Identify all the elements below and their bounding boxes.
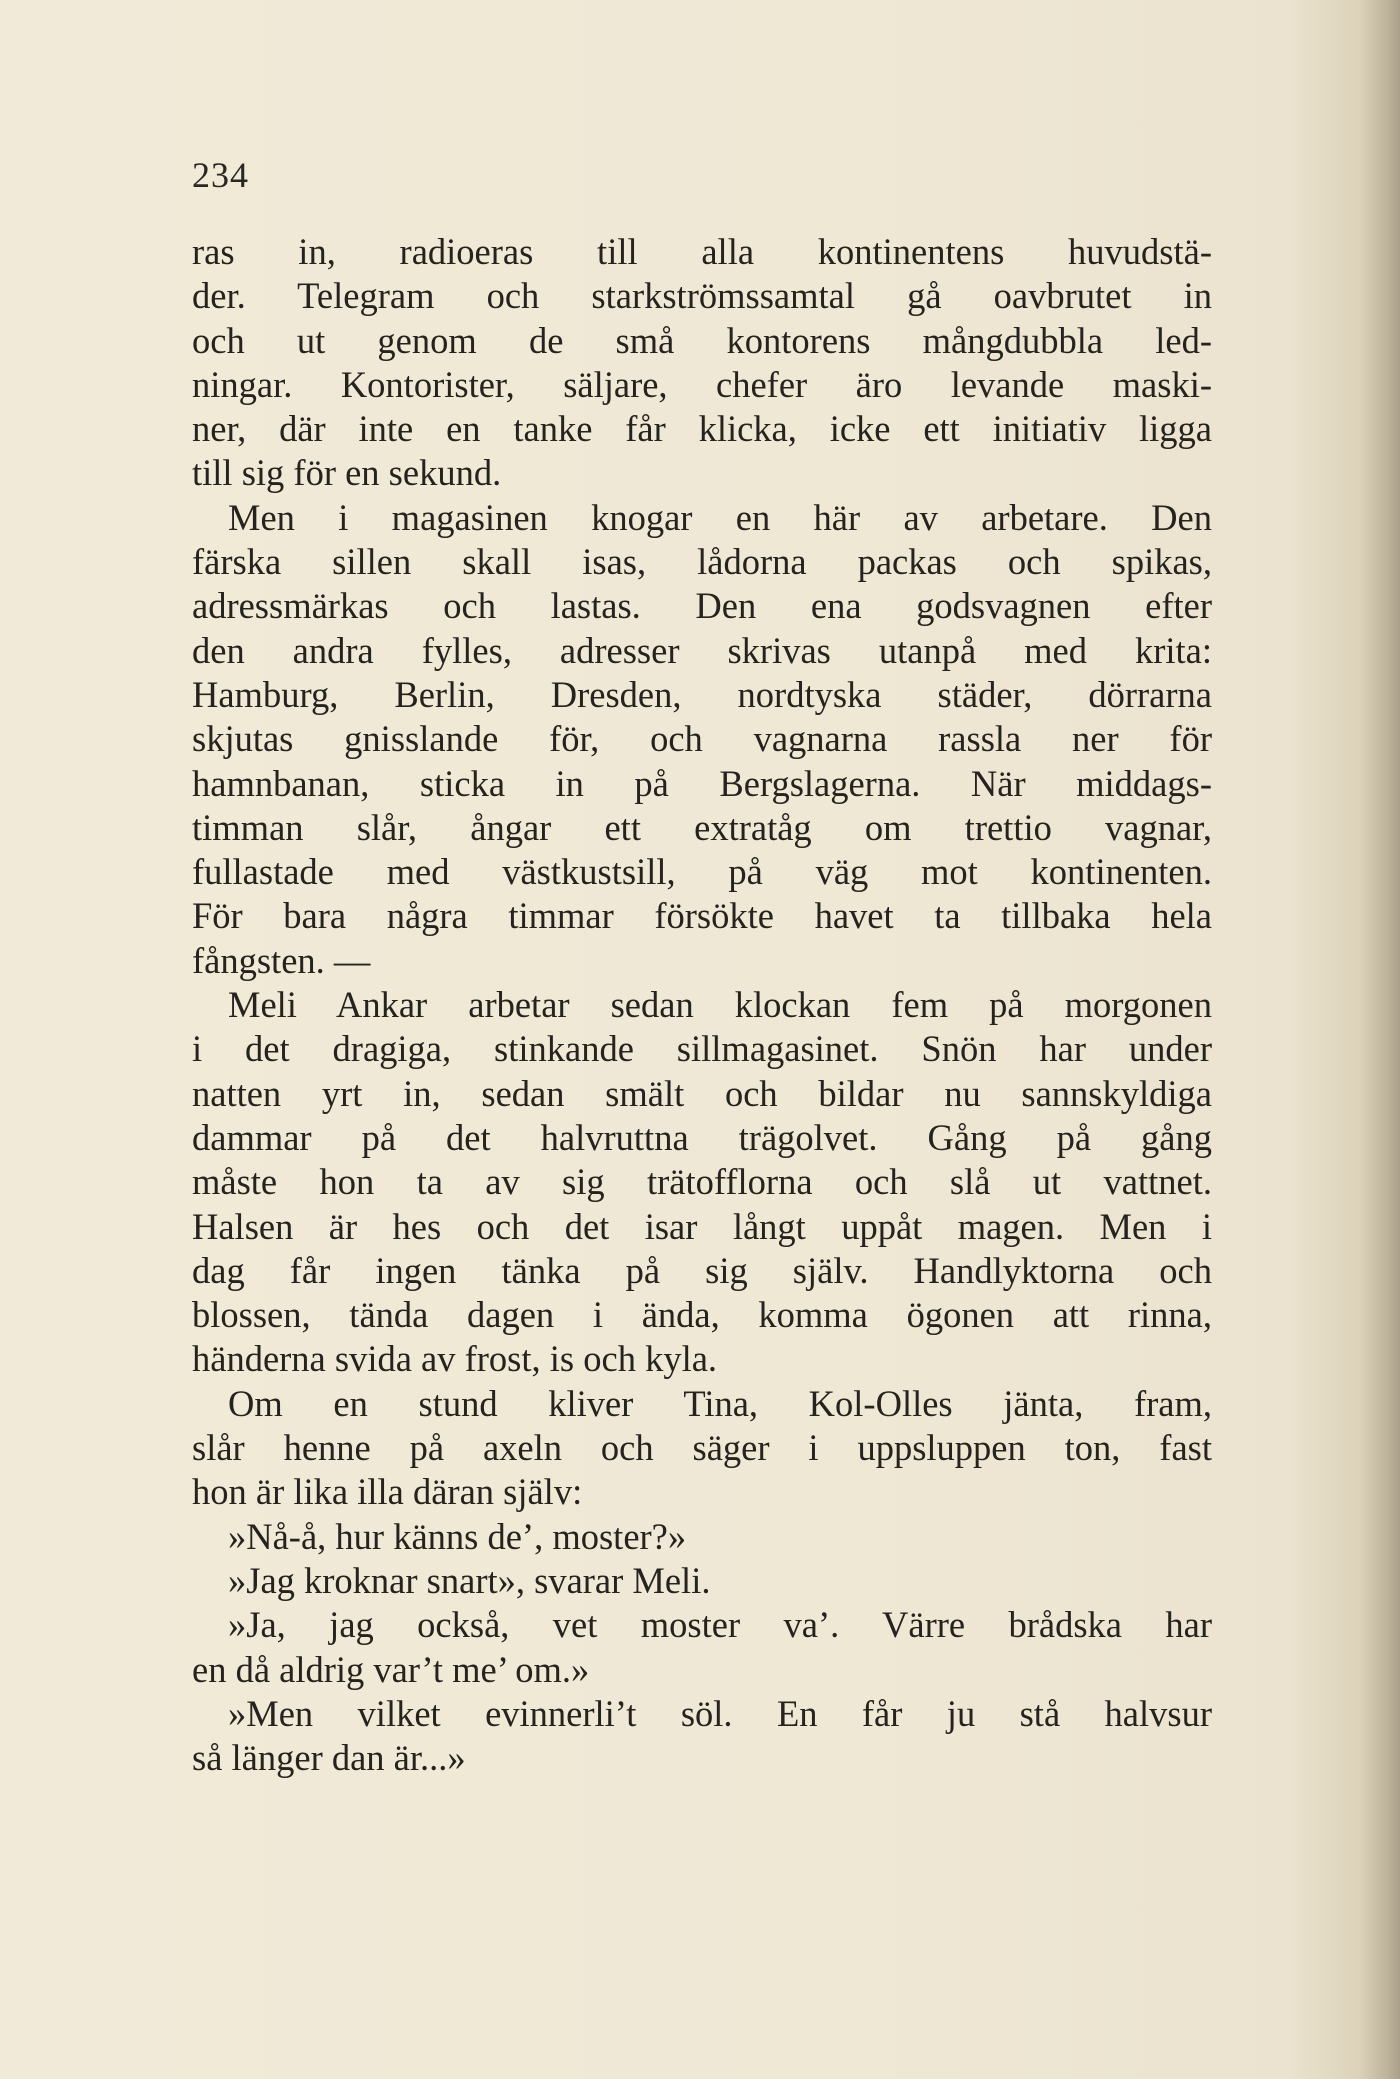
text-line: »Men vilket evinnerli’t söl. En får ju stå halvsur bbox=[228, 1692, 1212, 1734]
text-line: ningar. Kontorister, säljare, chefer äro levande maski- bbox=[192, 363, 1212, 405]
text-line: till sig för en sekund. bbox=[192, 452, 502, 494]
text-line: slår henne på axeln och säger i uppsluppen ton, fast bbox=[192, 1427, 1212, 1469]
text-line: ner, där inte en tanke får klicka, icke ett initiativ ligga bbox=[192, 408, 1212, 450]
text-line: Men i magasinen knogar en här av arbetare. Den bbox=[228, 496, 1212, 538]
text-line: ras in, radioeras till alla kontinentens huvudstä- bbox=[192, 231, 1212, 272]
text-line: timman slår, ångar ett extratåg om trettio vagnar, bbox=[192, 806, 1212, 848]
text-line: och ut genom de små kontorens mångdubbla led- bbox=[192, 319, 1212, 361]
text-line: »Nå-å, hur känns de’, moster?» bbox=[228, 1515, 687, 1557]
text-line: måste hon ta av sig trätofflorna och slå ut vattnet. bbox=[192, 1161, 1212, 1203]
page-edge-shadow bbox=[1360, 0, 1400, 2079]
text-line: Halsen är hes och det isar långt uppåt magen. Men i bbox=[192, 1205, 1212, 1247]
text-line: För bara några timmar försökte havet ta tillbaka hela bbox=[192, 895, 1212, 937]
body-text bbox=[192, 230, 1212, 1780]
text-line: der. Telegram och starkströmssamtal gå oavbrutet in bbox=[192, 275, 1212, 317]
text-line: natten yrt in, sedan smält och bildar nu sannskyldiga bbox=[192, 1072, 1212, 1114]
page-number: 234 bbox=[192, 155, 249, 195]
text-line: dammar på det halvruttna trägolvet. Gång på gång bbox=[192, 1116, 1212, 1158]
text-line: så länger dan är...» bbox=[192, 1737, 466, 1779]
text-line: Hamburg, Berlin, Dresden, nordtyska städer, dörrarna bbox=[192, 673, 1212, 715]
text-line: hon är lika illa däran själv: bbox=[192, 1471, 583, 1513]
text-line: skjutas gnisslande för, och vagnarna rassla ner för bbox=[192, 718, 1212, 760]
text-line: Meli Ankar arbetar sedan klockan fem på morgonen bbox=[228, 984, 1212, 1026]
text-line: hamnbanan, sticka in på Bergslagerna. När middags- bbox=[192, 762, 1212, 804]
text-line: dag får ingen tänka på sig själv. Handlyktorna och bbox=[192, 1249, 1212, 1291]
text-line: den andra fylles, adresser skrivas utanpå med krita: bbox=[192, 629, 1212, 671]
text-line: fullastade med västkustsill, på väg mot kontinenten. bbox=[192, 851, 1212, 893]
text-line: Om en stund kliver Tina, Kol-Olles jänta, fram, bbox=[228, 1382, 1212, 1424]
text-line: »Jag kroknar snart», svarar Meli. bbox=[228, 1559, 711, 1601]
text-line: en då aldrig var’t me’ om.» bbox=[192, 1648, 590, 1690]
text-line: »Ja, jag också, vet moster va’. Värre brådska har bbox=[228, 1604, 1212, 1646]
text-line: fångsten. — bbox=[192, 939, 371, 981]
text-line: färska sillen skall isas, lådorna packas och spikas, bbox=[192, 541, 1212, 583]
text-line: blossen, tända dagen i ända, komma ögonen att rinna, bbox=[192, 1294, 1212, 1336]
text-line: händerna svida av frost, is och kyla. bbox=[192, 1338, 718, 1380]
text-line: i det dragiga, stinkande sillmagasinet. Snön har under bbox=[192, 1028, 1212, 1070]
text-line: adressmärkas och lastas. Den ena godsvagnen efter bbox=[192, 585, 1212, 627]
